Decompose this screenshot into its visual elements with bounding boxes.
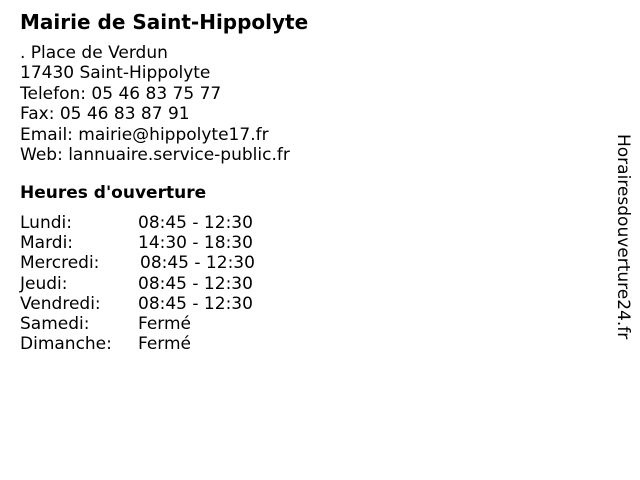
time-range: 08:45 - 12:30 [140, 253, 255, 274]
day-label: Mardi: [20, 233, 74, 254]
phone-number[interactable]: Telefon: 05 46 83 75 77 [20, 83, 222, 104]
address-block [20, 43, 290, 165]
hours-row-samedi [20, 314, 320, 334]
day-label: Lundi: [20, 213, 72, 233]
email-address[interactable]: Email: mairie@hippolyte17.fr [20, 124, 269, 145]
day-label: Vendredi: [20, 293, 101, 314]
opening-hours-table [20, 213, 320, 354]
day-label: Dimanche: [20, 334, 112, 355]
city-address: 17430 Saint-Hippolyte [20, 63, 211, 84]
time-range: 08:45 - 12:30 [138, 273, 253, 294]
hours-row-dimanche [20, 334, 320, 354]
hours-row-jeudi [20, 274, 320, 294]
opening-hours-heading: Heures d'ouverture [20, 183, 207, 203]
time-range: 08:45 - 12:30 [138, 293, 253, 314]
day-label: Samedi: [20, 313, 90, 334]
hours-row-lundi [20, 213, 320, 233]
time-range: 14:30 - 18:30 [138, 233, 253, 254]
site-brand-vertical [612, 134, 634, 346]
time-range: Fermé [138, 313, 192, 334]
time-range: Fermé [138, 334, 192, 355]
time-range: 08:45 - 12:30 [138, 213, 253, 233]
street-address: . Place de Verdun [20, 43, 168, 63]
hours-row-mercredi [20, 253, 320, 273]
day-label: Jeudi: [20, 273, 68, 294]
day-label: Mercredi: [20, 253, 100, 274]
site-brand-text[interactable]: Horairesdouverture24.fr [613, 134, 633, 340]
website[interactable]: Web: lannuaire.service-public.fr [20, 144, 290, 165]
hours-row-vendredi [20, 294, 320, 314]
fax-number: Fax: 05 46 83 87 91 [20, 104, 190, 125]
hours-row-mardi [20, 233, 320, 253]
page-title: Mairie de Saint-Hippolyte [20, 10, 309, 34]
